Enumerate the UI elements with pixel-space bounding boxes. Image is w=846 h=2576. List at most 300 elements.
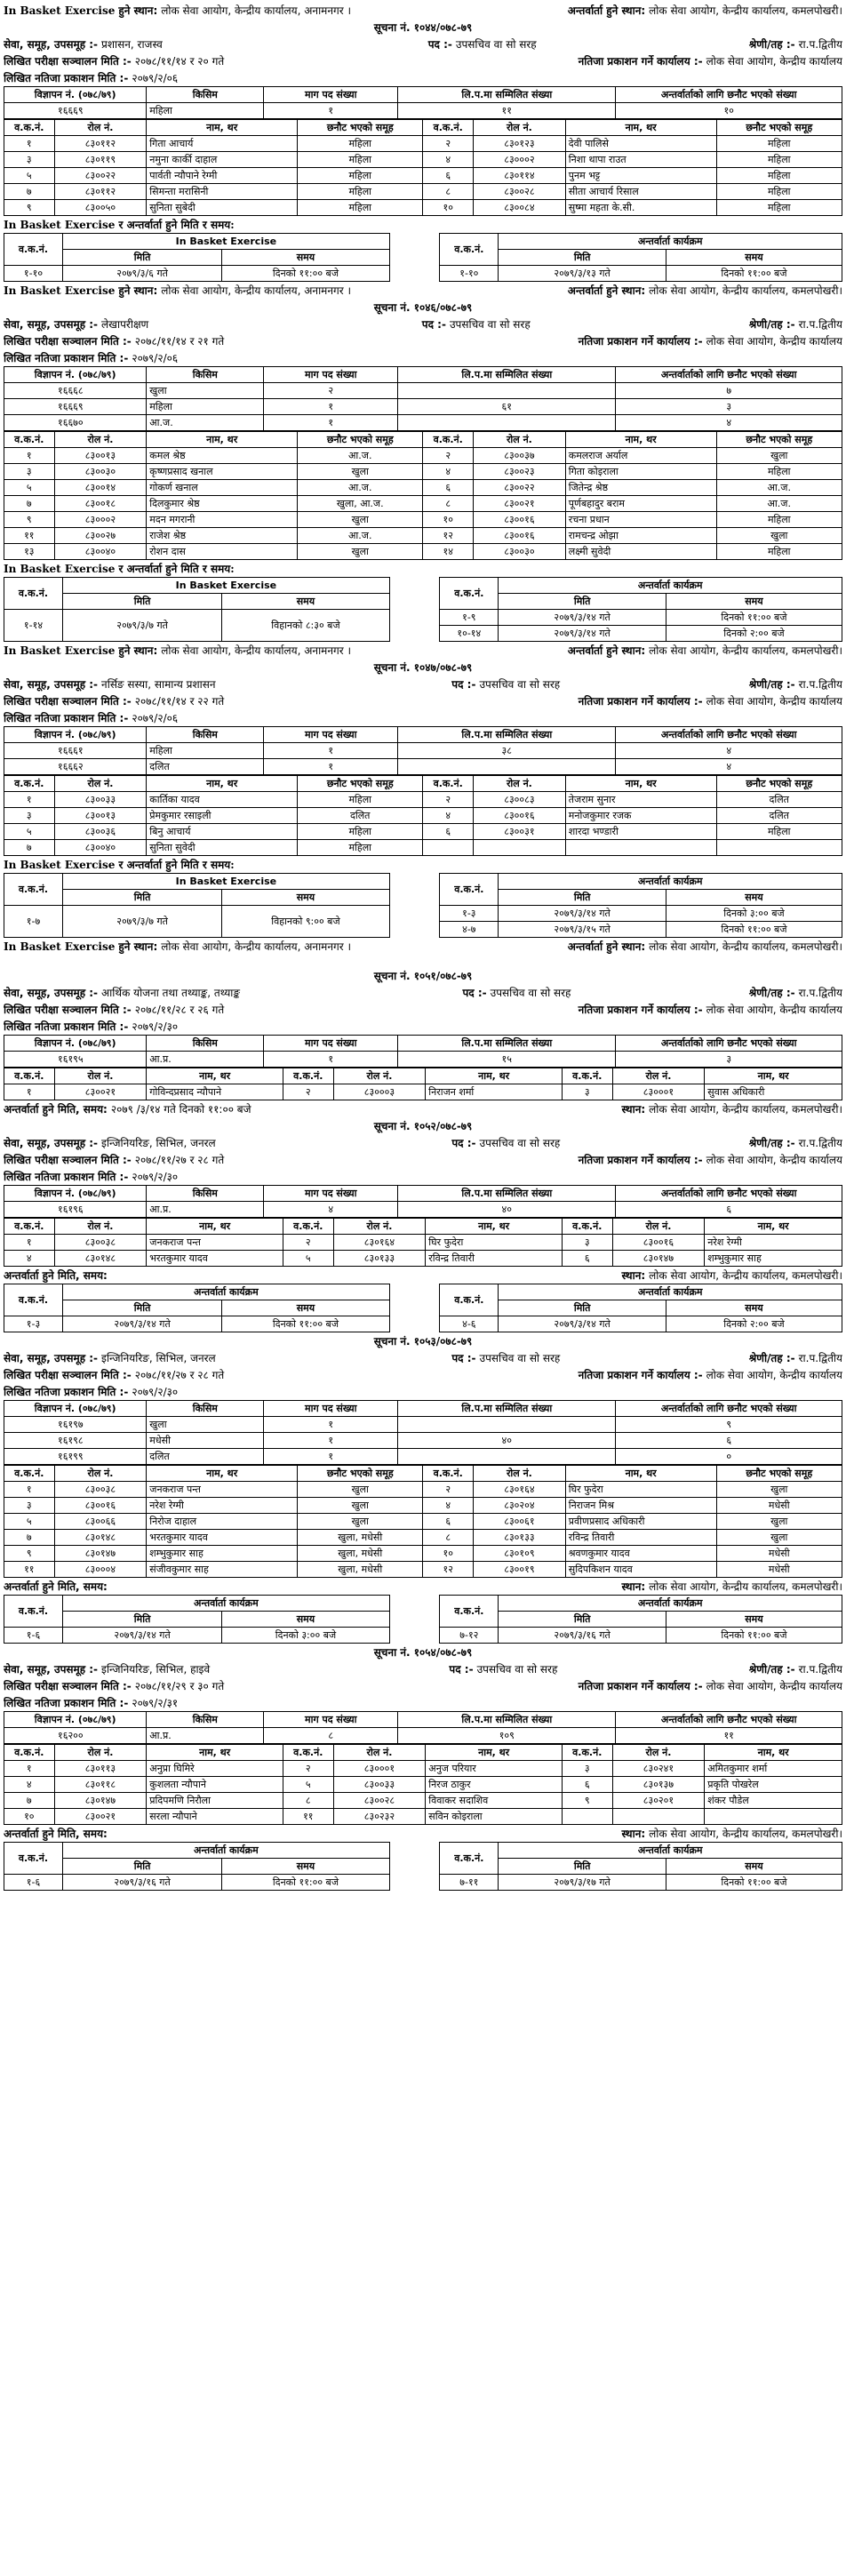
- candidate-header-cell: नाम, थर: [147, 1466, 298, 1482]
- notice-number: [4, 19, 842, 36]
- candidate-row: [4, 792, 842, 808]
- candidate-header-cell: छनौट भएको समूह: [716, 432, 842, 448]
- schedule-header-cell: अन्तर्वार्ता कार्यक्रम: [499, 578, 842, 594]
- vacancy-cell: १५: [398, 1052, 616, 1068]
- seva-label: सेवा, समूह, उपसमूह :-: [4, 1137, 99, 1149]
- schedule-header-cell: व.क.नं.: [4, 1843, 63, 1875]
- vacancy-cell: १६६६२: [4, 759, 147, 775]
- notice-block: [4, 1332, 842, 1644]
- candidate-cell: ११: [4, 528, 55, 544]
- schedule-header-cell: व.क.नं.: [440, 1596, 499, 1628]
- candidate-cell: २: [423, 1482, 474, 1498]
- pad-value: उपसचिव वा सो सरह: [479, 1137, 561, 1149]
- vacancy-cell: १: [264, 1449, 398, 1465]
- candidate-header-cell: व.क.नं.: [283, 1068, 334, 1084]
- schedule-header-cell: मिति: [499, 890, 666, 906]
- candidate-header-cell: रोल नं.: [54, 120, 147, 136]
- exam-value: २०७८/११/२८ र २६ गते: [134, 1004, 225, 1016]
- schedule-title-text: In Basket Exercise र अन्तर्वार्ता हुने मिति र समय:: [4, 563, 235, 575]
- schedule-title: [4, 560, 842, 577]
- vacancy-cell: ०: [616, 1449, 842, 1465]
- interview-place-value: लोक सेवा आयोग, केन्द्रीय कार्यालय, कमलपोखरी।: [649, 4, 842, 17]
- exam-row: [4, 52, 842, 69]
- result-row: [4, 1018, 842, 1035]
- candidate-cell: ३: [4, 464, 55, 480]
- vacancy-table: [4, 1711, 842, 1744]
- vacancy-header-row: [4, 1712, 842, 1728]
- schedule-header-cell: In Basket Exercise: [63, 234, 390, 250]
- vacancy-row: [4, 415, 842, 431]
- schedule-header-cell: समय: [666, 1612, 842, 1628]
- vacancy-cell: १: [264, 1417, 398, 1433]
- candidate-cell: ८३००१६: [474, 512, 566, 528]
- exam-label: लिखित परीक्षा सञ्चालन मिति :-: [4, 55, 132, 68]
- candidate-cell: मधेसी: [716, 1562, 842, 1578]
- candidate-cell: [423, 840, 474, 856]
- vacancy-header-cell: विज्ञापन नं. (०७८/७९): [4, 1186, 147, 1202]
- candidate-cell: ८३०१४८: [54, 1530, 147, 1546]
- candidate-header-cell: नाम, थर: [565, 432, 716, 448]
- result-row: [4, 1694, 842, 1711]
- place-value: लोक सेवा आयोग, केन्द्रीय कार्यालय, अनामनगर ।: [161, 940, 352, 953]
- vacancy-header-row: [4, 1186, 842, 1202]
- result-label: लिखित नतिजा प्रकाशन मिति :-: [4, 1020, 129, 1033]
- schedule-cell: दिनको ११:०० बजे: [666, 610, 842, 626]
- vacancy-header-cell: अन्तर्वार्ताको लागि छनौट भएको संख्या: [616, 1036, 842, 1052]
- candidate-cell: महिला: [298, 840, 423, 856]
- candidate-cell: अमितकुमार शर्मा: [705, 1761, 842, 1777]
- candidate-cell: सुनिता सुबेदी: [147, 200, 298, 216]
- result-label: लिखित नतिजा प्रकाशन मिति :-: [4, 1386, 129, 1398]
- candidate-cell: ८३००६६: [54, 1514, 147, 1530]
- shreni-value: रा.प.द्वितीय: [798, 1663, 842, 1676]
- candidate-cell: [612, 1809, 705, 1825]
- candidate-cell: ६: [423, 824, 474, 840]
- schedule-gap: [389, 234, 440, 282]
- candidate-cell: श्रवणकुमार यादव: [565, 1546, 716, 1562]
- candidate-cell: ११: [4, 1562, 55, 1578]
- vacancy-cell: १: [264, 399, 398, 415]
- candidate-cell: १: [4, 448, 55, 464]
- candidate-cell: सुदिपकिशन यादव: [565, 1562, 716, 1578]
- seva-value: प्रशासन, राजस्व: [101, 38, 163, 51]
- vacancy-cell: १६६७०: [4, 415, 147, 431]
- candidate-cell: भरतकुमार यादव: [147, 1530, 298, 1546]
- vacancy-cell: १०९: [398, 1728, 616, 1744]
- place-line: [4, 2, 842, 19]
- place-label: In Basket Exercise: [4, 940, 116, 953]
- vacancy-cell: ४: [616, 743, 842, 759]
- vacancy-cell: १०: [616, 103, 842, 119]
- candidate-cell: ८३००२२: [474, 480, 566, 496]
- candidate-cell: संजीवकुमार साह: [147, 1562, 298, 1578]
- candidate-cell: मधेसी: [716, 1498, 842, 1514]
- candidate-cell: महिला: [298, 200, 423, 216]
- candidate-cell: पुनम भट्ट: [565, 168, 716, 184]
- candidate-row: [4, 1482, 842, 1498]
- candidate-cell: सिमन्ता मरासिनी: [147, 184, 298, 200]
- candidate-cell: अनुप्रा घिमिरे: [147, 1761, 283, 1777]
- candidate-cell: ६: [563, 1777, 613, 1793]
- schedule-header-cell: व.क.नं.: [4, 874, 63, 906]
- candidate-header-cell: रोल नं.: [54, 1466, 147, 1482]
- schedule-title: [4, 856, 842, 873]
- schedule-header-cell: समय: [222, 1859, 390, 1875]
- vacancy-cell: ११: [398, 103, 616, 119]
- pad-label: पद :-: [427, 38, 452, 51]
- candidate-cell: ८३०००२: [474, 152, 566, 168]
- vacancy-cell: १६१९५: [4, 1052, 147, 1068]
- interview-place-value: लोक सेवा आयोग, केन्द्रीय कार्यालय, कमलपोखरी।: [649, 284, 842, 297]
- schedule-cell: दिनको ११:०० बजे: [222, 1316, 390, 1332]
- notice-number-text: सूचना नं. १०४४/०७८-७९: [373, 21, 473, 34]
- candidate-cell: ८३०१०९: [474, 1546, 566, 1562]
- exam-row: [4, 332, 842, 349]
- candidate-row: [4, 512, 842, 528]
- vacancy-row: [4, 759, 842, 775]
- candidate-cell: शारदा भण्डारी: [565, 824, 716, 840]
- notice-number-text: सूचना नं. १०५३/०७८-७९: [373, 1335, 473, 1348]
- pad-value: उपसचिव वा सो सरह: [479, 1352, 561, 1364]
- schedule-cell: दिनको ११:०० बजे: [666, 1628, 842, 1644]
- candidate-cell: ८३०१६४: [474, 1482, 566, 1498]
- vacancy-header-row: [4, 727, 842, 743]
- exam-value: २०७८/११/१४ र २२ गते: [134, 695, 225, 708]
- candidate-cell: ३: [4, 152, 55, 168]
- candidate-cell: मनोजकुमार रजक: [565, 808, 716, 824]
- vacancy-cell: ४: [616, 415, 842, 431]
- exam-value: २०७८/११/१४ र २० गते: [134, 55, 225, 68]
- vacancy-header-cell: अन्तर्वार्ताको लागि छनौट भएको संख्या: [616, 1186, 842, 1202]
- schedule-cell: २०७९/३/१४ गते: [499, 626, 666, 642]
- vacancy-cell: ४०: [398, 1433, 616, 1449]
- notice-page: [4, 0, 842, 1891]
- candidate-cell: ८३००१८: [54, 496, 147, 512]
- vacancy-header-cell: अन्तर्वार्ताको लागि छनौट भएको संख्या: [616, 1712, 842, 1728]
- candidate-cell: ८३०००४: [54, 1562, 147, 1578]
- candidate-cell: महिला: [716, 824, 842, 840]
- candidate-cell: महिला: [298, 792, 423, 808]
- schedule-cell: ४-७: [440, 922, 499, 938]
- candidate-header-row: [4, 1068, 842, 1084]
- vacancy-header-cell: किसिम: [147, 1186, 264, 1202]
- notice-number-text: सूचना नं. १०५२/०७८-७९: [373, 1120, 473, 1132]
- schedule-header-cell: मिति: [499, 1859, 666, 1875]
- place-value: लोक सेवा आयोग, केन्द्रीय कार्यालय, अनामनगर ।: [161, 4, 352, 17]
- candidate-row: [4, 1530, 842, 1546]
- schedule-cell: दिनको ३:०० बजे: [666, 906, 842, 922]
- candidate-cell: दलित: [716, 808, 842, 824]
- candidate-cell: रचना प्रधान: [565, 512, 716, 528]
- schedule-cell: २०७९/३/१५ गते: [499, 922, 666, 938]
- vacancy-header-cell: अन्तर्वार्ताको लागि छनौट भएको संख्या: [616, 1401, 842, 1417]
- seva-value: इन्जिनियरिङ, सिभिल, हाइवे: [101, 1663, 211, 1676]
- candidate-cell: सुवास अधिकारी: [705, 1084, 842, 1100]
- candidate-cell: दिलकुमार श्रेष्ठ: [147, 496, 298, 512]
- candidate-row: [4, 1251, 842, 1267]
- notice-number-text: सूचना नं. १०४७/०७८-७९: [373, 661, 473, 674]
- candidate-cell: निशा थापा राउत: [565, 152, 716, 168]
- vacancy-header-cell: किसिम: [147, 367, 264, 383]
- candidate-table: [4, 1218, 842, 1267]
- office-label: नतिजा प्रकाशन गर्ने कार्यालय :-: [578, 1369, 703, 1381]
- candidate-cell: रविन्द्र तिवारी: [565, 1530, 716, 1546]
- candidate-cell: गोविन्दप्रसाद न्यौपाने: [147, 1084, 283, 1100]
- vacancy-cell: मधेसी: [147, 1433, 264, 1449]
- interview-place-label: स्थान:: [621, 1269, 646, 1282]
- candidate-header-row: [4, 432, 842, 448]
- vacancy-table: [4, 1185, 842, 1218]
- candidate-cell: ८३००२८: [333, 1793, 426, 1809]
- vacancy-cell: १: [264, 1052, 398, 1068]
- vacancy-cell: [398, 1417, 616, 1433]
- candidate-header-cell: व.क.नं.: [283, 1219, 334, 1235]
- candidate-cell: महिला: [298, 824, 423, 840]
- vacancy-row: [4, 1417, 842, 1433]
- candidate-cell: खुला, मधेसी: [298, 1546, 423, 1562]
- schedule-cell: २०७९/३/६ गते: [63, 266, 222, 282]
- candidate-cell: रोशन दास: [147, 544, 298, 560]
- exam-value: २०७८/११/१४ र २१ गते: [134, 335, 225, 348]
- candidate-cell: ८३००१६: [474, 808, 566, 824]
- candidate-cell: ५: [4, 480, 55, 496]
- schedule-cell: १-६: [4, 1875, 63, 1891]
- candidate-cell: गोकर्ण खनाल: [147, 480, 298, 496]
- candidate-cell: तेजराम सुनार: [565, 792, 716, 808]
- candidate-cell: ५: [4, 1514, 55, 1530]
- schedule-header-cell: समय: [666, 1859, 842, 1875]
- candidate-header-cell: रोल नं.: [54, 1745, 147, 1761]
- candidate-header-row: [4, 776, 842, 792]
- candidate-header-cell: नाम, थर: [705, 1745, 842, 1761]
- candidate-cell: शम्भुकुमार साह: [147, 1546, 298, 1562]
- vacancy-cell: आ.प्र.: [147, 1728, 264, 1744]
- vacancy-table: [4, 1400, 842, 1465]
- candidate-cell: ९: [4, 512, 55, 528]
- vacancy-cell: ३: [616, 399, 842, 415]
- candidate-header-cell: नाम, थर: [705, 1068, 842, 1084]
- result-value: २०७९/२/३०: [132, 1171, 179, 1183]
- seva-label: सेवा, समूह, उपसमूह :-: [4, 987, 99, 999]
- exam-label: लिखित परीक्षा सञ्चालन मिति :-: [4, 1680, 132, 1692]
- candidate-cell: ९: [563, 1793, 613, 1809]
- candidate-cell: ४: [423, 464, 474, 480]
- candidate-cell: [565, 840, 716, 856]
- result-row: [4, 1168, 842, 1185]
- schedule-header-cell: समय: [222, 250, 390, 266]
- candidate-cell: ८३००१३: [54, 448, 147, 464]
- seva-row: [4, 36, 842, 52]
- candidate-cell: ८३०२३२: [333, 1809, 426, 1825]
- schedule-header-row: [4, 578, 842, 594]
- candidate-header-cell: छनौट भएको समूह: [298, 1466, 423, 1482]
- vacancy-cell: आ.प्र.: [147, 1052, 264, 1068]
- schedule-gap: [389, 1843, 440, 1891]
- vacancy-header-cell: विज्ञापन नं. (०७८/७९): [4, 727, 147, 743]
- candidate-row: [4, 184, 842, 200]
- candidate-header-cell: छनौट भएको समूह: [298, 776, 423, 792]
- candidate-cell: २: [283, 1761, 334, 1777]
- candidate-cell: निराजन शर्मा: [426, 1084, 563, 1100]
- candidate-cell: २: [423, 448, 474, 464]
- pad-value: उपसचिव वा सो सरह: [455, 38, 537, 51]
- vacancy-header-cell: लि.प.मा सम्मिलित संख्या: [398, 1401, 616, 1417]
- seva-value: इन्जिनियरिङ, सिभिल, जनरल: [101, 1137, 216, 1149]
- schedule-header-cell: अन्तर्वार्ता कार्यक्रम: [63, 1843, 390, 1859]
- schedule-cell: २०७९/३/१३ गते: [499, 266, 666, 282]
- vacancy-cell: ६: [616, 1433, 842, 1449]
- place-label: In Basket Exercise: [4, 284, 116, 297]
- candidate-row: [4, 1562, 842, 1578]
- vacancy-cell: महिला: [147, 399, 264, 415]
- schedule-header-cell: व.क.नं.: [440, 1843, 499, 1875]
- candidate-cell: महिला: [298, 136, 423, 152]
- candidate-cell: घिर फुदेरा: [565, 1482, 716, 1498]
- office-label: नतिजा प्रकाशन गर्ने कार्यालय :-: [578, 335, 703, 348]
- candidate-row: [4, 448, 842, 464]
- vacancy-cell: ४०: [398, 1202, 616, 1218]
- schedule-gap: [389, 1596, 440, 1644]
- vacancy-header-cell: माग पद संख्या: [264, 1186, 398, 1202]
- candidate-cell: बिनु आचार्य: [147, 824, 298, 840]
- schedule-title-text: In Basket Exercise र अन्तर्वार्ता हुने मिति र समय:: [4, 859, 235, 871]
- place-label-2: हुने स्थान:: [118, 4, 158, 17]
- pad-label: पद :-: [421, 318, 446, 331]
- pad-label: पद :-: [449, 1663, 474, 1676]
- vacancy-row: [4, 383, 842, 399]
- vacancy-cell: ३: [616, 1052, 842, 1068]
- seva-row: [4, 676, 842, 692]
- candidate-cell: ३: [563, 1084, 613, 1100]
- office-label: नतिजा प्रकाशन गर्ने कार्यालय :-: [578, 1680, 703, 1692]
- interview-label: अन्तर्वार्ता हुने मिति, समय:: [4, 1828, 108, 1840]
- schedule-header-cell: व.क.नं.: [440, 1284, 499, 1316]
- candidate-row: [4, 1761, 842, 1777]
- candidate-header-cell: नाम, थर: [147, 776, 298, 792]
- vacancy-header-cell: किसिम: [147, 1401, 264, 1417]
- vacancy-header-cell: माग पद संख्या: [264, 1401, 398, 1417]
- shreni-value: रा.प.द्वितीय: [798, 38, 842, 51]
- candidate-cell: ८३००३८: [54, 1482, 147, 1498]
- candidate-cell: ४: [423, 1498, 474, 1514]
- candidate-header-cell: नाम, थर: [147, 1068, 283, 1084]
- vacancy-table: [4, 726, 842, 775]
- result-label: लिखित नतिजा प्रकाशन मिति :-: [4, 72, 129, 84]
- candidate-cell: ८३०००१: [333, 1761, 426, 1777]
- candidate-row: [4, 464, 842, 480]
- candidate-cell: सरला न्यौपाने: [147, 1809, 283, 1825]
- exam-value: २०७८/११/२९ र ३० गते: [134, 1680, 225, 1692]
- candidate-header-cell: छनौट भएको समूह: [716, 776, 842, 792]
- candidate-cell: ६: [563, 1251, 613, 1267]
- vacancy-cell: दलित: [147, 1449, 264, 1465]
- schedule-cell: दिनको ३:०० बजे: [222, 1628, 390, 1644]
- vacancy-header-cell: किसिम: [147, 727, 264, 743]
- result-label: लिखित नतिजा प्रकाशन मिति :-: [4, 1171, 129, 1183]
- candidate-cell: ८३०१३७: [612, 1777, 705, 1793]
- candidate-cell: ८३००३०: [474, 544, 566, 560]
- candidate-cell: १०: [423, 200, 474, 216]
- schedule-header-cell: समय: [222, 1612, 390, 1628]
- schedule-cell: २०७९/३/७ गते: [63, 610, 222, 642]
- schedule-header-cell: समय: [666, 594, 842, 610]
- candidate-row: [4, 1084, 842, 1100]
- candidate-cell: भरतकुमार यादव: [147, 1251, 283, 1267]
- schedule-header-cell: मिति: [63, 250, 222, 266]
- schedule-cell: १०-१४: [440, 626, 499, 642]
- candidate-row: [4, 1514, 842, 1530]
- vacancy-header-cell: विज्ञापन नं. (०७८/७९): [4, 367, 147, 383]
- candidate-cell: महिला: [298, 168, 423, 184]
- candidate-cell: ८३०१४७: [612, 1251, 705, 1267]
- schedule-cell: २०७९/३/१४ गते: [63, 1628, 222, 1644]
- schedule-header-row: [4, 874, 842, 890]
- candidate-cell: ३: [563, 1235, 613, 1251]
- vacancy-cell: १६६६८: [4, 383, 147, 399]
- vacancy-cell: महिला: [147, 743, 264, 759]
- schedule-header-cell: अन्तर्वार्ता कार्यक्रम: [63, 1284, 390, 1300]
- candidate-cell: महिला: [716, 152, 842, 168]
- candidate-row: [4, 1793, 842, 1809]
- candidate-cell: महिला: [298, 184, 423, 200]
- interview-place-label: अन्तर्वार्ता हुने स्थान:: [567, 284, 646, 297]
- schedule-header-cell: व.क.नं.: [4, 234, 63, 266]
- schedule-header-cell: समय: [666, 890, 842, 906]
- schedule-table: [4, 1595, 842, 1644]
- schedule-title: [4, 216, 842, 233]
- schedule-cell: २०७९/३/१४ गते: [499, 1316, 666, 1332]
- candidate-cell: महिला: [716, 200, 842, 216]
- candidate-cell: प्रदिपमणि निरौला: [147, 1793, 283, 1809]
- candidate-cell: निराजन मिश्र: [565, 1498, 716, 1514]
- vacancy-header-cell: माग पद संख्या: [264, 727, 398, 743]
- vacancy-cell: १६२००: [4, 1728, 147, 1744]
- candidate-cell: ३: [4, 808, 55, 824]
- vacancy-header-row: [4, 1036, 842, 1052]
- candidate-header-cell: छनौट भएको समूह: [298, 432, 423, 448]
- candidate-row: [4, 544, 842, 560]
- schedule-header-cell: समय: [222, 1300, 390, 1316]
- vacancy-header-row: [4, 1401, 842, 1417]
- schedule-title-text: In Basket Exercise र अन्तर्वार्ता हुने मिति र समय:: [4, 219, 235, 231]
- candidate-cell: ८३००४०: [54, 544, 147, 560]
- shreni-label: श्रेणी/तह :-: [748, 1663, 795, 1676]
- office-label: नतिजा प्रकाशन गर्ने कार्यालय :-: [578, 1154, 703, 1166]
- schedule-header-cell: मिति: [63, 1859, 222, 1875]
- candidate-cell: ६: [423, 480, 474, 496]
- candidate-row: [4, 496, 842, 512]
- candidate-cell: सुनिता सुवेदी: [147, 840, 298, 856]
- candidate-cell: ८३०११४: [474, 168, 566, 184]
- notice-block: [4, 967, 842, 1117]
- result-value: २०७९/२/०६: [132, 72, 179, 84]
- vacancy-row: [4, 1433, 842, 1449]
- candidate-header-cell: छनौट भएको समूह: [716, 120, 842, 136]
- candidate-cell: ४: [423, 808, 474, 824]
- candidate-cell: प्रेमकुमार रसाइली: [147, 808, 298, 824]
- candidate-cell: २: [423, 136, 474, 152]
- interview-place-label: स्थान:: [621, 1103, 646, 1116]
- vacancy-table: [4, 1035, 842, 1068]
- candidate-cell: खुला: [298, 464, 423, 480]
- candidate-cell: मधेसी: [716, 1546, 842, 1562]
- vacancy-cell: १: [264, 1433, 398, 1449]
- schedule-header-cell: अन्तर्वार्ता कार्यक्रम: [63, 1596, 390, 1612]
- candidate-header-cell: नाम, थर: [426, 1219, 563, 1235]
- seva-row: [4, 984, 842, 1001]
- candidate-header-cell: रोल नं.: [612, 1219, 705, 1235]
- candidate-cell: ८३०००३: [333, 1084, 426, 1100]
